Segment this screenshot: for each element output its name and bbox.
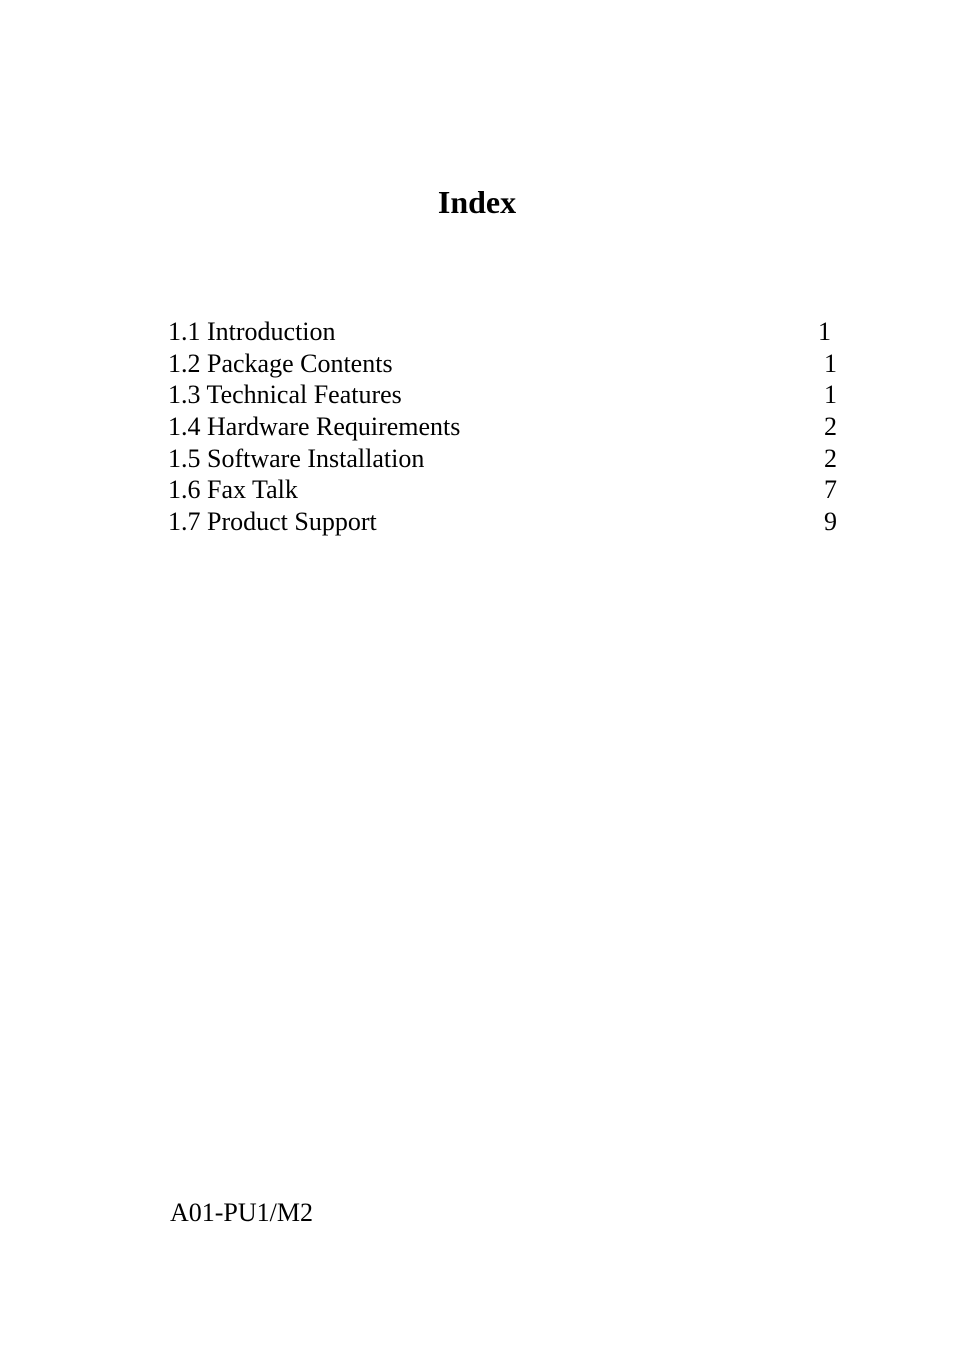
toc-entry-page: 1 [818,317,831,346]
toc-entry-page: 2 [824,412,837,442]
toc-entry-page: 1 [824,348,837,378]
toc-entry [168,411,840,443]
toc-entry [168,474,840,506]
toc-entry [168,506,840,538]
toc-entry-page: 7 [824,475,837,505]
toc-entry-label: 1.6 Fax Talk [168,475,298,505]
toc-entry [168,316,840,348]
toc-entry-page: 9 [824,507,837,537]
toc-entry-label: 1.2 Package Contents [168,348,393,378]
document-code: A01-PU1/M2 [170,1198,314,1227]
toc-entry-label: 1.7 Product Support [168,507,377,537]
toc-entry [168,443,840,475]
toc-entry-label: 1.4 Hardware Requirements [168,412,461,442]
toc-entry-label: 1.3 Technical Features [168,380,402,410]
toc-entry [168,379,840,411]
table-of-contents [168,316,840,538]
toc-entry-page: 2 [824,443,837,473]
toc-entry-label: 1.1 Introduction [168,317,336,346]
toc-entry [168,348,840,380]
toc-entry-page: 1 [824,380,837,410]
page-title: Index [437,184,517,220]
toc-entry-label: 1.5 Software Installation [168,443,425,473]
